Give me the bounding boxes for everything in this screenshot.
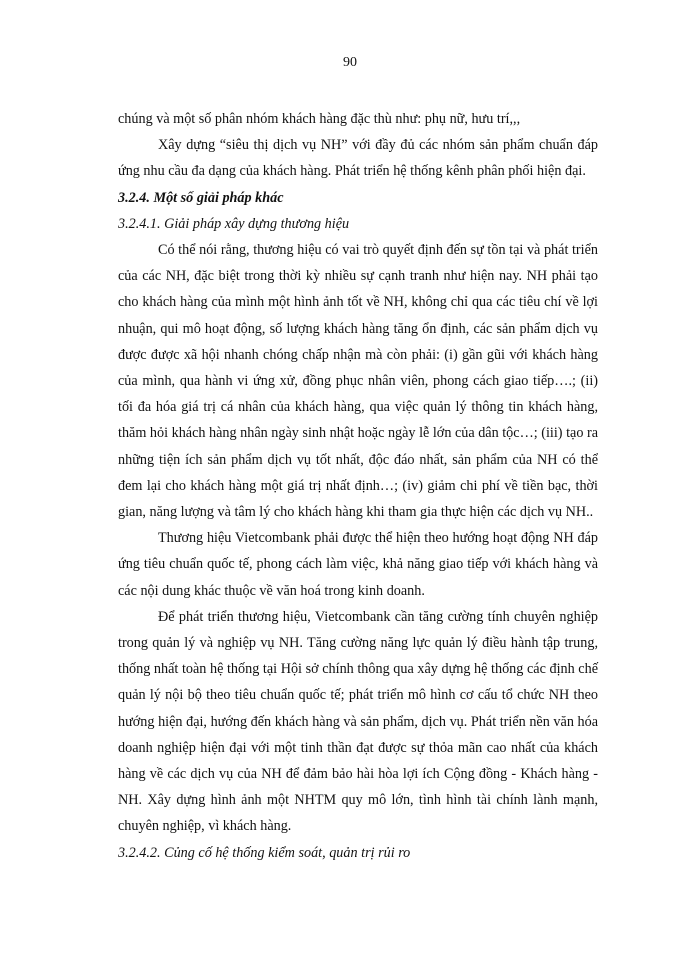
heading-3-2-4: 3.2.4. Một số giải pháp khác [118,189,284,206]
document-body [118,106,598,866]
paragraph-brand-development: Để phát triển thương hiệu, Vietcombank cần tăng cường tính chuyên nghiệp trong quản lý và nghiệp vụ NH. Tăng cường năng lực quản lý điều hành tập trung, thống nhất toàn hệ thống tại Hội sở chính thông qua xây dựng hệ thống các định chế quản lý nội bộ theo tiêu chuẩn quốc tế; phát triển mô hình cơ cấu tổ chức NH theo hướng hiện đại, hướng đến khách hàng và sản phẩm, dịch vụ. Phát triển nền văn hóa doanh nghiệp hiện đại với một tinh thần đạt được sự thỏa mãn cao nhất của khách hàng về các dịch vụ của NH để đảm bảo hài hòa lợi ích Cộng đồng - Khách hàng - NH. Xây dựng hình ảnh một NHTM quy mô lớn, tình hình tài chính lành mạnh, chuyên nghiệp, vì khách hàng. [118,608,598,835]
heading-3-2-4-2: 3.2.4.2. Củng cố hệ thống kiểm soát, quản trị rủi ro [118,844,411,861]
paragraph-vietcombank-brand: Thương hiệu Vietcombank phải được thể hiện theo hướng hoạt động NH đáp ứng tiêu chuẩn quốc tế, phong cách làm việc, khả năng giao tiếp với khách hàng và các nội dung khác thuộc về văn hoá trong kinh doanh. [118,530,598,599]
paragraph-brand-role: Có thể nói rằng, thương hiệu có vai trò quyết định đến sự tồn tại và phát triển của các NH, đặc biệt trong thời kỳ nhiều sự cạnh tranh như hiện nay. NH phải tạo cho khách hàng của mình một hình ảnh tốt về NH, không chỉ qua các tiêu chí về lợi nhuận, qui mô hoạt động, số lượng khách hàng tăng ổn định, các sản phẩm dịch vụ được được xã hội nhanh chóng chấp nhận mà còn phải: (i) gần gũi với khách hàng của mình, qua hành vi ứng xử, đồng phục nhân viên, phong cách giao tiếp….; (ii) tối đa hóa giá trị cá nhân của khách hàng, qua việc quản lý thông tin khách hàng, thăm hỏi khách hàng nhân ngày sinh nhật hoặc ngày lễ lớn của dân tộc…; (iii) tạo ra những tiện ích sản phẩm dịch vụ tốt nhất, độc đáo nhất, sản phẩm của NH có thể đem lại cho khách hàng một giá trị nhất định…; (iv) giảm chi phí về tiền bạc, thời gian, năng lượng và tâm lý cho khách hàng khi tham gia thực hiện các dịch vụ NH.. [118,242,598,521]
heading-3-2-4-1: 3.2.4.1. Giải pháp xây dựng thương hiệu [118,215,350,232]
paragraph-supermarket: Xây dựng “siêu thị dịch vụ NH” với đầy đủ các nhóm sản phẩm chuẩn đáp ứng nhu cầu đa dạng của khách hàng. Phát triển hệ thống kênh phân phối hiện đại. [118,137,598,180]
page-number: 90 [343,55,357,70]
paragraph-continued: chúng và một số phân nhóm khách hàng đặc thù như: phụ nữ, hưu trí,,, [118,111,521,127]
